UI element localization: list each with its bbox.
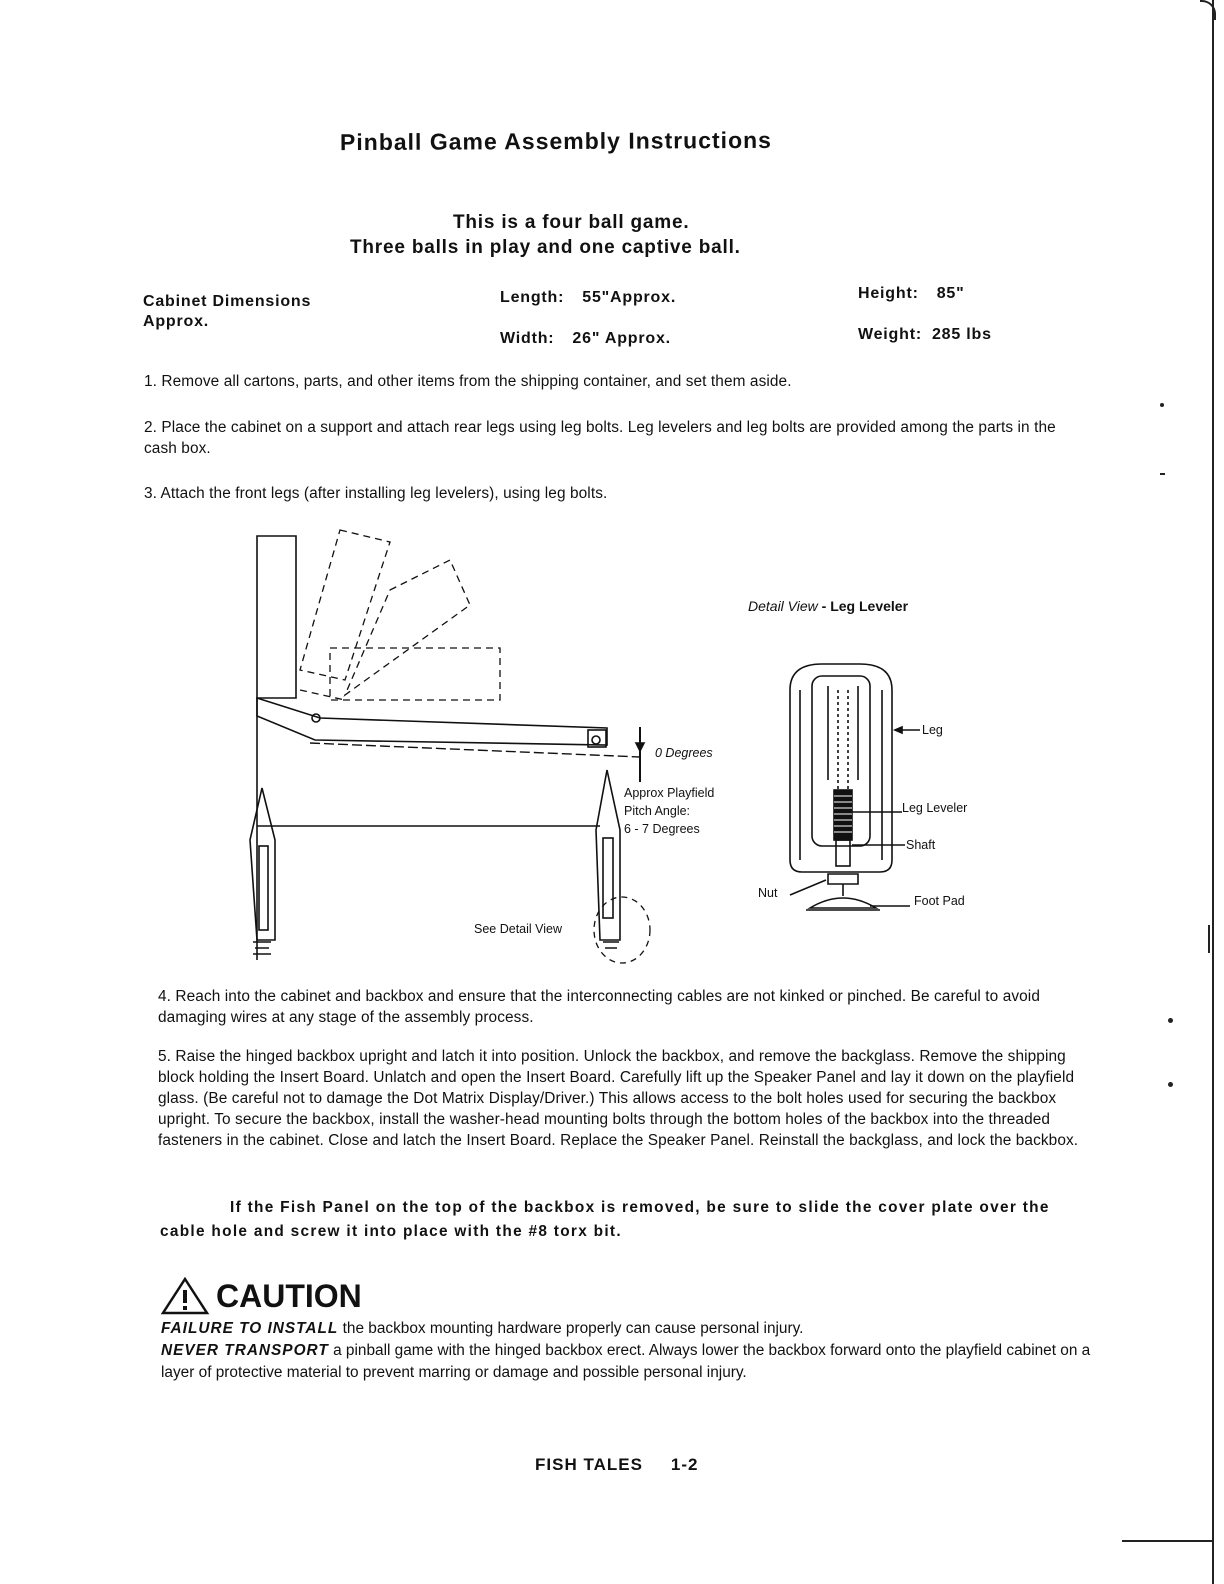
step-1: 1. Remove all cartons, parts, and other items from the shipping container, and set them aside. [144,373,792,390]
cabinet-dimensions-label: Cabinet Dimensions [143,293,312,310]
length-label: Length: [500,289,565,306]
weight-label: Weight: [858,326,922,343]
weight-value: 285 lbs [931,326,992,343]
caution-text-2: a pinball game with the hinged backbox erect. Always lower the backbox forward onto the playfield cabinet on a layer of protective material to prevent marring or damage and possible personal injury. [161,1342,1091,1381]
warning-triangle-icon [160,1276,210,1316]
intro-line-1: This is a four ball game. [453,212,690,233]
pitch-angle-label-1: Approx Playfield [624,786,715,800]
cabinet-dimensions-approx: Approx. [143,313,210,330]
width-label: Width: [500,330,555,347]
caution-body [161,1318,1096,1384]
page-title: Pinball Game Assembly Instructions [339,126,772,156]
leg-label: Leg [922,723,943,737]
caution-text-1: the backbox mounting hardware properly can cause personal injury. [338,1320,804,1337]
caution-heading [160,1276,362,1316]
page-footer [535,1455,699,1475]
see-detail-label: See Detail View [474,922,563,936]
foot-pad-label: Foot Pad [914,894,965,908]
height-label: Height: [858,285,919,302]
page-corner-mark [1122,1540,1212,1542]
cabinet-body [257,698,607,745]
shaft-label: Shaft [906,838,936,852]
front-leg [596,770,620,940]
intro-line-2: Three balls in play and one captive ball. [350,237,741,258]
caution-title: CAUTION [216,1277,362,1314]
nut-label: Nut [758,886,778,900]
step-4: 4. Reach into the cabinet and backbox and ensure that the interconnecting cables are not kinked or pinched. Be careful to avoid damaging wires at any stage of the assembly process. [158,988,1040,1026]
step-5: 5. Raise the hinged backbox upright and latch it into position. Unlock the backbox, and remove the backglass. Remove the shipping block holding the Insert Board. Unlatch and open the Insert Board. Carefully lift up the Speaker Panel and lay it down on the playfield glass. (Be careful not to damage the Dot Matrix Display/Driver.) This allows access to the bolt holes used for securing the backbox upright. To secure the backbox, install the washer-head mounting bolts through the bottom holes of the backbox into the threaded fasteners in the cabinet. Close and latch the Insert Board. Replace the Speaker Panel. Reinstall the backglass, and lock the backbox. [158,1048,1079,1149]
footer-game-name: FISH TALES [535,1455,643,1474]
detail-view-rest: - Leg Leveler [817,598,909,614]
zero-degrees-label: 0 Degrees [655,746,713,760]
step-2: 2. Place the cabinet on a support and attach rear legs using leg bolts. Leg levelers and leg bolts are provided among the parts in the cash box. [144,419,1056,457]
margin-mark [1168,1018,1173,1023]
length-value: 55"Approx. [582,289,677,306]
margin-mark [1168,1082,1173,1087]
rear-leg [250,788,275,940]
step-5-note: If the Fish Panel on the top of the backbox is removed, be sure to slide the cover plate over the cable hole and screw it into place with the #8 torx bit. [160,1199,1050,1240]
step-3: 3. Attach the front legs (after installing leg levelers), using leg bolts. [144,485,608,502]
leg-leveler-detail [790,664,920,910]
pitch-angle-label-2: Pitch Angle: [624,804,691,818]
width-value: 26" Approx. [572,330,671,347]
caution-keyword-1: FAILURE TO INSTALL [161,1320,339,1337]
backbox-upright [257,536,296,698]
pitch-angle-label-3: 6 - 7 Degrees [624,822,700,836]
caution-keyword-2: NEVER TRANSPORT [161,1342,329,1359]
detail-view-italic: Detail View [748,598,818,614]
height-value: 85" [936,285,965,302]
footer-page-number: 1-2 [670,1455,699,1474]
detail-view-title [748,598,908,614]
leg-leveler-label: Leg Leveler [902,801,968,815]
